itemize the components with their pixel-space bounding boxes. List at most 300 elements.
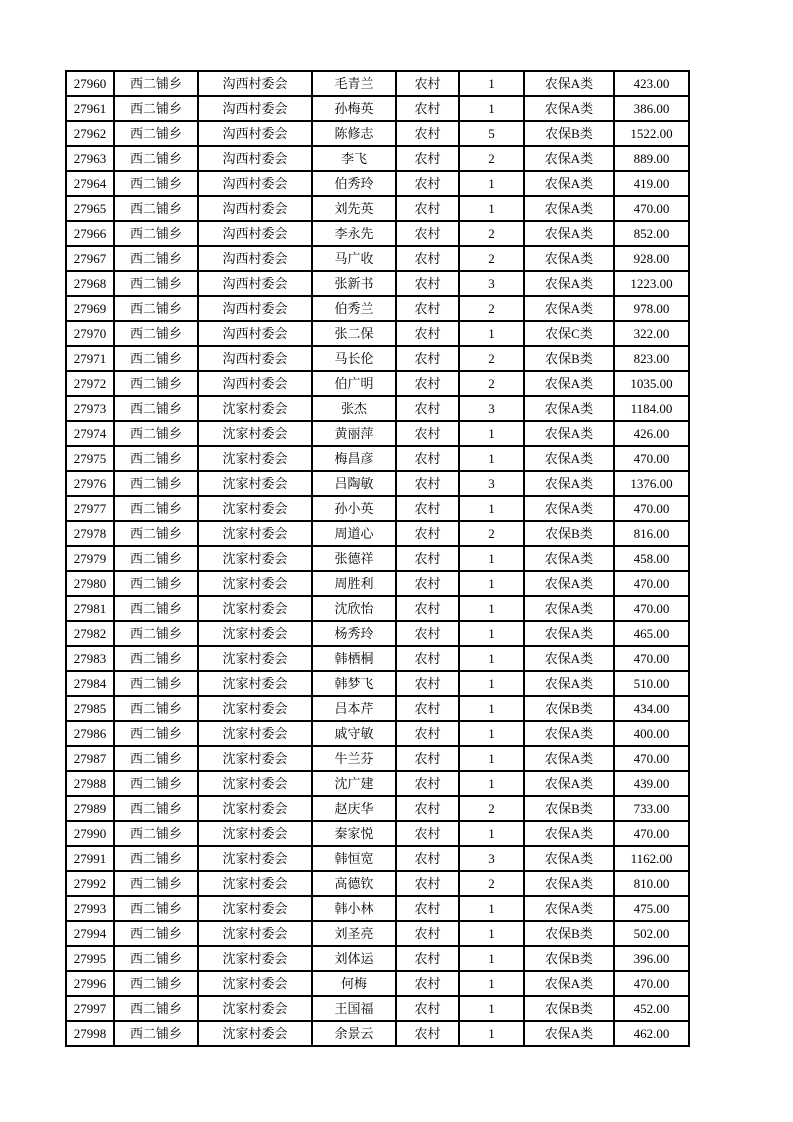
cell-amount: 1522.00 (614, 121, 689, 146)
cell-amount: 458.00 (614, 546, 689, 571)
cell-township: 西二铺乡 (114, 396, 198, 421)
cell-serial: 27960 (66, 71, 114, 96)
cell-amount: 889.00 (614, 146, 689, 171)
cell-serial: 27979 (66, 546, 114, 571)
cell-serial: 27982 (66, 621, 114, 646)
cell-name: 伯秀玲 (312, 171, 396, 196)
cell-category: 农保B类 (524, 121, 614, 146)
cell-residence: 农村 (396, 721, 459, 746)
cell-amount: 823.00 (614, 346, 689, 371)
cell-township: 西二铺乡 (114, 446, 198, 471)
cell-township: 西二铺乡 (114, 996, 198, 1021)
cell-residence: 农村 (396, 846, 459, 871)
cell-category: 农保A类 (524, 96, 614, 121)
cell-name: 伯广明 (312, 371, 396, 396)
cell-residence: 农村 (396, 546, 459, 571)
cell-village: 沟西村委会 (198, 346, 312, 371)
table-row (66, 446, 689, 471)
cell-village: 沟西村委会 (198, 246, 312, 271)
cell-serial: 27983 (66, 646, 114, 671)
table-row (66, 371, 689, 396)
cell-count: 1 (459, 421, 524, 446)
cell-amount: 465.00 (614, 621, 689, 646)
cell-amount: 502.00 (614, 921, 689, 946)
cell-amount: 470.00 (614, 646, 689, 671)
cell-count: 1 (459, 546, 524, 571)
cell-township: 西二铺乡 (114, 596, 198, 621)
table-row (66, 146, 689, 171)
cell-residence: 农村 (396, 571, 459, 596)
cell-name: 张德祥 (312, 546, 396, 571)
cell-serial: 27970 (66, 321, 114, 346)
cell-village: 沟西村委会 (198, 96, 312, 121)
cell-village: 沟西村委会 (198, 271, 312, 296)
table-row (66, 746, 689, 771)
cell-township: 西二铺乡 (114, 421, 198, 446)
cell-residence: 农村 (396, 621, 459, 646)
cell-name: 马长伦 (312, 346, 396, 371)
table-row (66, 246, 689, 271)
cell-township: 西二铺乡 (114, 271, 198, 296)
cell-count: 1 (459, 1021, 524, 1046)
cell-serial: 27961 (66, 96, 114, 121)
cell-township: 西二铺乡 (114, 796, 198, 821)
cell-category: 农保A类 (524, 721, 614, 746)
cell-category: 农保A类 (524, 821, 614, 846)
cell-amount: 396.00 (614, 946, 689, 971)
cell-serial: 27998 (66, 1021, 114, 1046)
table-row (66, 96, 689, 121)
cell-amount: 510.00 (614, 671, 689, 696)
cell-village: 沟西村委会 (198, 146, 312, 171)
table-row (66, 596, 689, 621)
cell-name: 张新书 (312, 271, 396, 296)
cell-village: 沟西村委会 (198, 171, 312, 196)
table-row (66, 571, 689, 596)
cell-village: 沟西村委会 (198, 221, 312, 246)
cell-name: 牛兰芬 (312, 746, 396, 771)
cell-village: 沈家村委会 (198, 821, 312, 846)
cell-village: 沈家村委会 (198, 671, 312, 696)
cell-count: 1 (459, 646, 524, 671)
cell-amount: 470.00 (614, 746, 689, 771)
cell-name: 沈广建 (312, 771, 396, 796)
cell-count: 1 (459, 771, 524, 796)
cell-township: 西二铺乡 (114, 896, 198, 921)
cell-residence: 农村 (396, 946, 459, 971)
cell-residence: 农村 (396, 871, 459, 896)
cell-township: 西二铺乡 (114, 546, 198, 571)
cell-amount: 470.00 (614, 196, 689, 221)
cell-category: 农保A类 (524, 396, 614, 421)
cell-township: 西二铺乡 (114, 121, 198, 146)
cell-name: 黄丽萍 (312, 421, 396, 446)
cell-township: 西二铺乡 (114, 346, 198, 371)
cell-category: 农保A类 (524, 496, 614, 521)
table-row (66, 646, 689, 671)
cell-name: 余景云 (312, 1021, 396, 1046)
cell-category: 农保A类 (524, 896, 614, 921)
cell-amount: 816.00 (614, 521, 689, 546)
cell-township: 西二铺乡 (114, 946, 198, 971)
table-row (66, 296, 689, 321)
cell-village: 沈家村委会 (198, 921, 312, 946)
cell-serial: 27978 (66, 521, 114, 546)
table-row (66, 546, 689, 571)
cell-count: 1 (459, 446, 524, 471)
cell-category: 农保A类 (524, 421, 614, 446)
cell-amount: 470.00 (614, 596, 689, 621)
cell-count: 2 (459, 871, 524, 896)
cell-name: 韩栖桐 (312, 646, 396, 671)
cell-count: 5 (459, 121, 524, 146)
cell-name: 沈欣怡 (312, 596, 396, 621)
cell-name: 张二保 (312, 321, 396, 346)
cell-count: 3 (459, 471, 524, 496)
cell-category: 农保B类 (524, 696, 614, 721)
cell-name: 韩小林 (312, 896, 396, 921)
cell-residence: 农村 (396, 796, 459, 821)
cell-category: 农保C类 (524, 321, 614, 346)
cell-residence: 农村 (396, 321, 459, 346)
cell-name: 吕陶敏 (312, 471, 396, 496)
cell-township: 西二铺乡 (114, 671, 198, 696)
cell-name: 杨秀玲 (312, 621, 396, 646)
table-row (66, 846, 689, 871)
insurance-register-table (65, 70, 690, 1047)
cell-village: 沈家村委会 (198, 546, 312, 571)
cell-serial: 27985 (66, 696, 114, 721)
cell-count: 3 (459, 396, 524, 421)
cell-name: 李飞 (312, 146, 396, 171)
cell-residence: 农村 (396, 296, 459, 321)
cell-residence: 农村 (396, 121, 459, 146)
table-row (66, 946, 689, 971)
cell-amount: 928.00 (614, 246, 689, 271)
cell-name: 孙梅英 (312, 96, 396, 121)
cell-township: 西二铺乡 (114, 846, 198, 871)
table-row (66, 346, 689, 371)
cell-serial: 27989 (66, 796, 114, 821)
cell-serial: 27969 (66, 296, 114, 321)
cell-count: 1 (459, 996, 524, 1021)
cell-category: 农保B类 (524, 996, 614, 1021)
cell-residence: 农村 (396, 496, 459, 521)
cell-category: 农保A类 (524, 771, 614, 796)
cell-count: 1 (459, 821, 524, 846)
cell-name: 周胜利 (312, 571, 396, 596)
cell-count: 1 (459, 571, 524, 596)
cell-category: 农保A类 (524, 271, 614, 296)
cell-township: 西二铺乡 (114, 171, 198, 196)
cell-name: 陈修志 (312, 121, 396, 146)
cell-amount: 1376.00 (614, 471, 689, 496)
cell-amount: 419.00 (614, 171, 689, 196)
cell-residence: 农村 (396, 396, 459, 421)
cell-serial: 27996 (66, 971, 114, 996)
cell-category: 农保B类 (524, 796, 614, 821)
cell-amount: 400.00 (614, 721, 689, 746)
cell-village: 沈家村委会 (198, 796, 312, 821)
cell-name: 李永先 (312, 221, 396, 246)
table-row (66, 621, 689, 646)
cell-count: 1 (459, 171, 524, 196)
cell-count: 2 (459, 221, 524, 246)
cell-category: 农保B类 (524, 921, 614, 946)
cell-category: 农保A类 (524, 646, 614, 671)
table-row (66, 796, 689, 821)
cell-serial: 27974 (66, 421, 114, 446)
cell-village: 沟西村委会 (198, 321, 312, 346)
cell-amount: 978.00 (614, 296, 689, 321)
table-row (66, 396, 689, 421)
cell-serial: 27973 (66, 396, 114, 421)
cell-village: 沈家村委会 (198, 871, 312, 896)
cell-residence: 农村 (396, 671, 459, 696)
table-row (66, 771, 689, 796)
cell-name: 梅昌彦 (312, 446, 396, 471)
cell-name: 王国福 (312, 996, 396, 1021)
cell-name: 毛青兰 (312, 71, 396, 96)
cell-name: 刘体运 (312, 946, 396, 971)
cell-category: 农保A类 (524, 221, 614, 246)
cell-serial: 27968 (66, 271, 114, 296)
cell-category: 农保A类 (524, 246, 614, 271)
cell-township: 西二铺乡 (114, 771, 198, 796)
cell-name: 伯秀兰 (312, 296, 396, 321)
table-row (66, 171, 689, 196)
cell-township: 西二铺乡 (114, 571, 198, 596)
cell-count: 1 (459, 596, 524, 621)
cell-residence: 农村 (396, 596, 459, 621)
cell-serial: 27967 (66, 246, 114, 271)
cell-category: 农保A类 (524, 571, 614, 596)
cell-count: 2 (459, 246, 524, 271)
cell-village: 沈家村委会 (198, 1021, 312, 1046)
cell-amount: 733.00 (614, 796, 689, 821)
cell-township: 西二铺乡 (114, 696, 198, 721)
cell-village: 沈家村委会 (198, 996, 312, 1021)
cell-count: 1 (459, 746, 524, 771)
cell-serial: 27995 (66, 946, 114, 971)
cell-village: 沈家村委会 (198, 496, 312, 521)
cell-residence: 农村 (396, 346, 459, 371)
cell-count: 2 (459, 146, 524, 171)
cell-village: 沟西村委会 (198, 71, 312, 96)
cell-township: 西二铺乡 (114, 146, 198, 171)
table-row (66, 1021, 689, 1046)
cell-amount: 470.00 (614, 971, 689, 996)
cell-residence: 农村 (396, 171, 459, 196)
cell-township: 西二铺乡 (114, 921, 198, 946)
cell-village: 沟西村委会 (198, 296, 312, 321)
cell-serial: 27994 (66, 921, 114, 946)
cell-count: 1 (459, 496, 524, 521)
cell-serial: 27966 (66, 221, 114, 246)
table-row (66, 221, 689, 246)
cell-name: 张杰 (312, 396, 396, 421)
cell-township: 西二铺乡 (114, 246, 198, 271)
cell-township: 西二铺乡 (114, 296, 198, 321)
cell-residence: 农村 (396, 896, 459, 921)
cell-village: 沟西村委会 (198, 371, 312, 396)
cell-count: 1 (459, 721, 524, 746)
cell-serial: 27977 (66, 496, 114, 521)
cell-residence: 农村 (396, 746, 459, 771)
cell-village: 沈家村委会 (198, 971, 312, 996)
cell-amount: 1035.00 (614, 371, 689, 396)
cell-category: 农保B类 (524, 346, 614, 371)
cell-count: 1 (459, 946, 524, 971)
cell-count: 3 (459, 271, 524, 296)
cell-serial: 27971 (66, 346, 114, 371)
cell-amount: 434.00 (614, 696, 689, 721)
cell-name: 马广收 (312, 246, 396, 271)
cell-name: 周道心 (312, 521, 396, 546)
cell-category: 农保A类 (524, 546, 614, 571)
cell-count: 1 (459, 196, 524, 221)
cell-township: 西二铺乡 (114, 221, 198, 246)
cell-amount: 423.00 (614, 71, 689, 96)
cell-count: 1 (459, 96, 524, 121)
cell-count: 2 (459, 371, 524, 396)
cell-category: 农保A类 (524, 1021, 614, 1046)
cell-residence: 农村 (396, 221, 459, 246)
cell-amount: 1184.00 (614, 396, 689, 421)
cell-count: 2 (459, 296, 524, 321)
cell-count: 1 (459, 71, 524, 96)
cell-amount: 1162.00 (614, 846, 689, 871)
cell-category: 农保A类 (524, 371, 614, 396)
cell-category: 农保A类 (524, 746, 614, 771)
cell-serial: 27964 (66, 171, 114, 196)
cell-village: 沟西村委会 (198, 196, 312, 221)
cell-category: 农保A类 (524, 446, 614, 471)
cell-residence: 农村 (396, 446, 459, 471)
cell-name: 何梅 (312, 971, 396, 996)
cell-amount: 439.00 (614, 771, 689, 796)
table-row (66, 696, 689, 721)
cell-residence: 农村 (396, 646, 459, 671)
cell-name: 孙小英 (312, 496, 396, 521)
cell-name: 秦家悦 (312, 821, 396, 846)
cell-township: 西二铺乡 (114, 96, 198, 121)
cell-count: 1 (459, 321, 524, 346)
cell-residence: 农村 (396, 96, 459, 121)
cell-name: 刘圣亮 (312, 921, 396, 946)
cell-category: 农保A类 (524, 471, 614, 496)
cell-residence: 农村 (396, 696, 459, 721)
table-row (66, 971, 689, 996)
cell-village: 沈家村委会 (198, 596, 312, 621)
cell-serial: 27990 (66, 821, 114, 846)
cell-residence: 农村 (396, 71, 459, 96)
cell-serial: 27965 (66, 196, 114, 221)
cell-serial: 27963 (66, 146, 114, 171)
cell-name: 赵庆华 (312, 796, 396, 821)
cell-name: 韩恒宽 (312, 846, 396, 871)
cell-residence: 农村 (396, 996, 459, 1021)
cell-count: 1 (459, 971, 524, 996)
cell-count: 3 (459, 846, 524, 871)
cell-township: 西二铺乡 (114, 496, 198, 521)
cell-residence: 农村 (396, 1021, 459, 1046)
cell-township: 西二铺乡 (114, 196, 198, 221)
cell-count: 2 (459, 521, 524, 546)
cell-category: 农保A类 (524, 146, 614, 171)
cell-count: 1 (459, 671, 524, 696)
cell-township: 西二铺乡 (114, 646, 198, 671)
cell-serial: 27991 (66, 846, 114, 871)
cell-residence: 农村 (396, 421, 459, 446)
table-row (66, 721, 689, 746)
cell-count: 1 (459, 696, 524, 721)
cell-serial: 27997 (66, 996, 114, 1021)
cell-category: 农保B类 (524, 946, 614, 971)
cell-name: 刘先英 (312, 196, 396, 221)
cell-residence: 农村 (396, 921, 459, 946)
cell-count: 2 (459, 346, 524, 371)
table-row (66, 196, 689, 221)
cell-village: 沈家村委会 (198, 571, 312, 596)
cell-serial: 27975 (66, 446, 114, 471)
cell-name: 吕本芹 (312, 696, 396, 721)
cell-category: 农保A类 (524, 171, 614, 196)
cell-residence: 农村 (396, 271, 459, 296)
cell-village: 沈家村委会 (198, 846, 312, 871)
cell-village: 沈家村委会 (198, 421, 312, 446)
cell-township: 西二铺乡 (114, 746, 198, 771)
cell-count: 1 (459, 896, 524, 921)
cell-serial: 27962 (66, 121, 114, 146)
cell-residence: 农村 (396, 821, 459, 846)
cell-count: 2 (459, 796, 524, 821)
table-row (66, 496, 689, 521)
cell-serial: 27976 (66, 471, 114, 496)
cell-amount: 1223.00 (614, 271, 689, 296)
table-row (66, 271, 689, 296)
cell-category: 农保A类 (524, 971, 614, 996)
table-row (66, 996, 689, 1021)
cell-category: 农保A类 (524, 296, 614, 321)
cell-amount: 322.00 (614, 321, 689, 346)
table-row (66, 121, 689, 146)
cell-serial: 27992 (66, 871, 114, 896)
table-row (66, 671, 689, 696)
cell-residence: 农村 (396, 196, 459, 221)
table-row (66, 521, 689, 546)
cell-amount: 462.00 (614, 1021, 689, 1046)
cell-residence: 农村 (396, 521, 459, 546)
cell-village: 沈家村委会 (198, 621, 312, 646)
cell-village: 沈家村委会 (198, 696, 312, 721)
cell-residence: 农村 (396, 971, 459, 996)
table-row (66, 896, 689, 921)
cell-amount: 386.00 (614, 96, 689, 121)
cell-name: 高德钦 (312, 871, 396, 896)
cell-township: 西二铺乡 (114, 521, 198, 546)
cell-category: 农保A类 (524, 846, 614, 871)
cell-amount: 452.00 (614, 996, 689, 1021)
cell-residence: 农村 (396, 771, 459, 796)
cell-residence: 农村 (396, 146, 459, 171)
cell-township: 西二铺乡 (114, 321, 198, 346)
cell-village: 沈家村委会 (198, 946, 312, 971)
cell-category: 农保A类 (524, 671, 614, 696)
table-row (66, 471, 689, 496)
cell-name: 韩梦飞 (312, 671, 396, 696)
table-row (66, 321, 689, 346)
